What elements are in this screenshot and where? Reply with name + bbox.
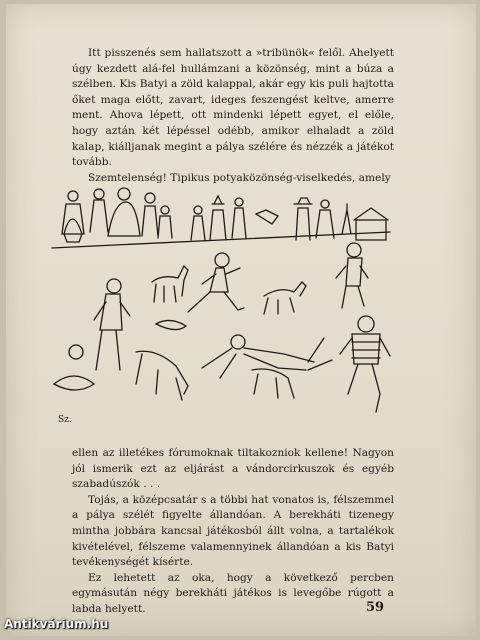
paragraph: Szemtelenség! Tipikus potyaközönség-viselkedés, amely [88,171,391,184]
player-diving [202,335,332,378]
spectator-crowd [52,188,390,248]
illustration-drawing [46,174,396,436]
goat-tripped [252,369,294,398]
player-kicking [188,253,244,312]
book-page [6,4,476,636]
paragraph: Tojás, a középcsatár s a többi hat vonatos is, félszemmel a pálya szélét figyelte állandóan. A berekháti tizenegy mintha jobbára kancsal játékosból állt volna, a tartalékok kivételével, félszeme valamennyinek állandóan a kis Batyi tevékenységét kísérte. [72,493,394,569]
text-block-top [72,46,394,186]
clothes-pile-left [54,376,94,390]
player-running-right [336,243,368,308]
page-number: 59 [366,600,385,615]
watermark: Antikvárium.hu [4,617,109,631]
player-striped-shirt [340,316,390,412]
paragraph: Itt pisszenés sem hallatszott a »tribünök« felől. Ahelyett úgy kezdett alá-fel hullámzani a közönség, mint a búza a szélben. Kis Batyi a zöld kalappal, akár egy kis puli hajtotta őket maga előtt, zavart, ideges feszengést keltve, amerre ment. Ahova lépett, ott mindenki lépett egyet, el előle, hogy aztán két lépéssel odébb, amikor elhaladt a zöld kalap, kiálljanak megint a pálya szélére és nézzék a játékot tovább. [72,47,394,169]
player-standing-left [94,279,130,370]
text-block-bottom [72,446,394,618]
football-illustration [46,174,396,436]
goat-center [264,282,306,314]
clothes-pile [156,320,186,329]
goat-bottom [136,351,188,400]
illustrator-signature: Sz. [58,415,72,425]
goat-left [152,266,188,302]
paragraph: Ez lehetett az oka, hogy a következő percben egymásután négy berekháti játékos is levegőbe rúgott a labda helyett. [72,571,394,615]
football-ball [69,345,83,359]
paragraph: ellen az illetékes fórumoknak tiltakozniok kellene! Nagyon jól ismerik ezt az eljárást a vándorcirkuszok és egyéb szabadúszók . . . [72,447,394,491]
